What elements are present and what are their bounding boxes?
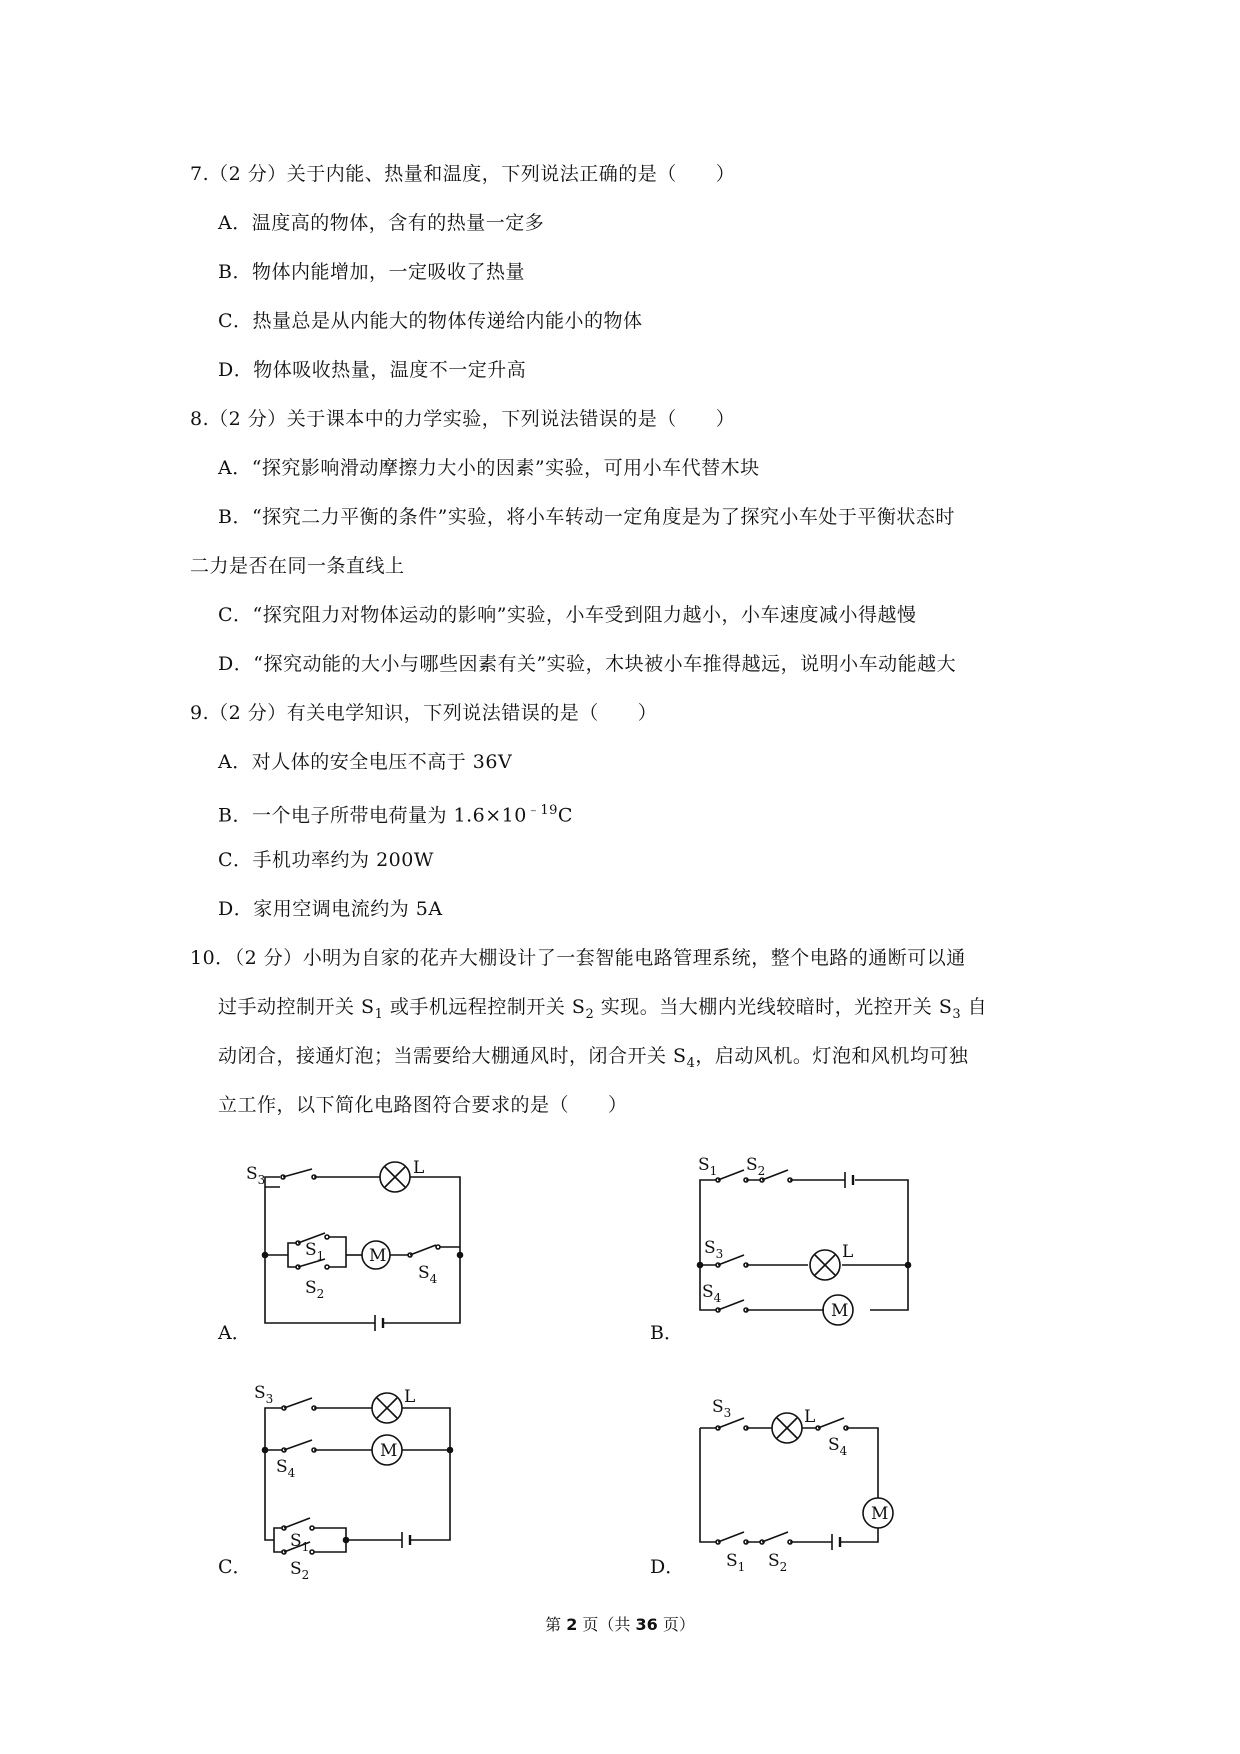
wires (700, 1180, 908, 1310)
lamp-l (380, 1162, 410, 1192)
switch-s1 (716, 1532, 748, 1544)
battery (402, 1532, 410, 1548)
question-7-option-c: C．热量总是从内能大的物体传递给内能小的物体 (218, 310, 643, 332)
circuit-diagram-a (246, 1155, 480, 1334)
question-10-stem-line-4: 立工作，以下简化电路图符合要求的是（ ） (218, 1094, 628, 1116)
battery (845, 1172, 853, 1188)
exponent: ﹣19 (526, 803, 558, 818)
switch-s4 (282, 1440, 316, 1452)
label-s1: $S_1$ (726, 1551, 746, 1574)
footer-suffix: 页） (657, 1615, 695, 1634)
page-total: 36 (635, 1615, 658, 1634)
question-9-option-b-text: B．一个电子所带电荷量为 1.6×10 (218, 804, 527, 827)
junction-dots (263, 1448, 453, 1543)
footer-prefix: 第 (545, 1615, 567, 1634)
lamp-l (372, 1393, 402, 1423)
page-number: 2 (566, 1615, 578, 1634)
lamp-l (810, 1250, 840, 1280)
question-10-stem-line-1: 10．（2 分）小明为自家的花卉大棚设计了一套智能电路管理系统，整个电路的通断可以通 (190, 947, 966, 969)
question-7-option-a: A．温度高的物体，含有的热量一定多 (218, 212, 545, 234)
switch-s3 (281, 1169, 316, 1179)
question-9-stem: 9.（2 分）有关电学知识，下列说法错误的是（ ） (190, 702, 658, 724)
label-s3: $S_3$ (254, 1383, 274, 1406)
label-s2: $S_2$ (768, 1551, 788, 1574)
switch-s2 (760, 1532, 792, 1544)
circuit-option-c-label: C． (218, 1556, 252, 1578)
question-7-option-d: D．物体吸收热量，温度不一定升高 (218, 359, 527, 381)
subscript: 2 (585, 1006, 595, 1022)
circuit-diagram-c (250, 1378, 480, 1582)
question-8-stem: 8.（2 分）关于课本中的力学实验，下列说法错误的是（ ） (190, 408, 736, 430)
label-s1: $S_1$ (698, 1155, 718, 1178)
wires (700, 1428, 878, 1542)
question-10-stem-line-2 (218, 995, 987, 1027)
circuit-option-d-label: D． (650, 1556, 685, 1578)
text: 自 (961, 996, 988, 1018)
unit: C (557, 804, 573, 827)
question-8-option-c: C．“探究阻力对物体运动的影响”实验，小车受到阻力越小，小车速度减小得越慢 (218, 604, 917, 626)
text: 实现。当大棚内光线较暗时，光控开关 S (594, 996, 953, 1018)
label-m: M (831, 1301, 849, 1321)
label-s4: $S_4$ (418, 1263, 438, 1286)
page-footer (0, 1612, 1240, 1635)
question-8-option-b-continued: 二力是否在同一条直线上 (190, 555, 405, 577)
question-9-option-d: D．家用空调电流约为 5A (218, 898, 443, 920)
question-8-option-b: B．“探究二力平衡的条件”实验，将小车转动一定角度是为了探究小车处于平衡状态时 (218, 506, 955, 528)
text: 动闭合，接通灯泡；当需要给大棚通风时，闭合开关 S (218, 1045, 687, 1067)
label-m: M (369, 1246, 387, 1266)
battery (375, 1315, 383, 1331)
footer-middle: 页（共 (577, 1615, 636, 1634)
lamp-l (772, 1413, 802, 1443)
subscript: 4 (686, 1055, 696, 1071)
label-m: M (871, 1504, 889, 1524)
question-9-option-a: A．对人体的安全电压不高于 36V (218, 751, 513, 773)
label-l: L (404, 1387, 416, 1407)
label-s4: $S_4$ (702, 1282, 722, 1305)
label-l: L (842, 1242, 854, 1262)
question-7-stem: 7.（2 分）关于内能、热量和温度，下列说法正确的是（ ） (190, 163, 736, 185)
label-l: L (413, 1158, 425, 1178)
circuit-option-a-label: A． (218, 1322, 251, 1344)
label-s3: $S_3$ (246, 1164, 266, 1187)
label-s2: $S_2$ (305, 1278, 325, 1301)
label-s4: $S_4$ (828, 1435, 848, 1458)
switch-s3 (282, 1398, 316, 1410)
label-l: L (804, 1407, 816, 1427)
question-9-option-c: C．手机功率约为 200W (218, 849, 434, 871)
subscript: 3 (952, 1006, 962, 1022)
circuit-diagram-b (690, 1140, 930, 1334)
question-7-option-b: B．物体内能增加，一定吸收了热量 (218, 261, 525, 283)
question-8-option-a: A．“探究影响滑动摩擦力大小的因素”实验，可用小车代替木块 (218, 457, 760, 479)
switch-s4 (816, 1418, 848, 1430)
label-s3: $S_3$ (704, 1238, 724, 1261)
label-s2: $S_2$ (746, 1155, 766, 1178)
label-s1: $S_1$ (290, 1531, 310, 1554)
text: 或手机远程控制开关 S (383, 996, 586, 1018)
text: 过手动控制开关 S (218, 996, 375, 1018)
label-s1: $S_1$ (305, 1240, 325, 1263)
switch-s3 (716, 1418, 748, 1430)
question-10-stem-line-3 (218, 1044, 968, 1076)
question-9-option-b (218, 799, 573, 827)
switch-s4 (408, 1245, 440, 1257)
label-s4: $S_4$ (276, 1457, 296, 1480)
subscript: 1 (374, 1006, 384, 1022)
label-s2: $S_2$ (290, 1559, 310, 1582)
text: ，启动风机。灯泡和风机均可独 (695, 1045, 969, 1067)
switch-s1 (282, 1518, 314, 1530)
circuit-option-b-label: B． (650, 1322, 683, 1344)
circuit-diagram-d (690, 1380, 910, 1579)
label-m: M (380, 1441, 398, 1461)
switch-s1 (716, 1170, 748, 1182)
battery (832, 1534, 840, 1550)
label-s3: $S_3$ (712, 1397, 732, 1420)
question-8-option-d: D．“探究动能的大小与哪些因素有关”实验，木块被小车推得越远，说明小车动能越大 (218, 653, 957, 675)
